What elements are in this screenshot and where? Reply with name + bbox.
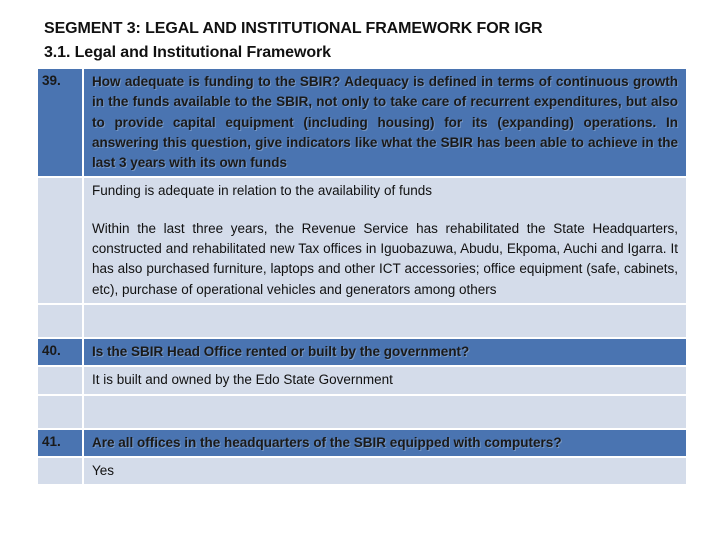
answer-number-cell — [38, 367, 82, 393]
answer-cell — [82, 367, 686, 393]
answer-cell — [82, 458, 686, 484]
question-number: 39. — [38, 69, 82, 176]
question-text: Is the SBIR Head Office rented or built by the government? — [82, 339, 686, 365]
answer-row-41 — [38, 458, 686, 484]
question-row-39 — [38, 69, 686, 176]
answer-paragraph: It is built and owned by the Edo State Government — [92, 372, 393, 388]
questions-table — [38, 67, 686, 486]
answer-cell — [82, 178, 686, 302]
question-number: 40. — [38, 339, 82, 365]
answer-paragraph: Within the last three years, the Revenue Service has rehabilitated the State Headquarters, constructed and rehabilitated new Tax offices in Iguobazuwa, Abudu, Ekpoma, Auchi and Igarra. It has also purchased furniture, laptops and other ICT accessories; office equipment (safe, cabinets, etc), purchase of operational vehicles and generators among others — [92, 220, 678, 297]
question-text: Are all offices in the headquarters of the SBIR equipped with computers? — [82, 430, 686, 456]
answer-row-39 — [38, 178, 686, 302]
question-row-40 — [38, 339, 686, 365]
question-text: How adequate is funding to the SBIR? Adequacy is defined in terms of continuous growth in the funds available to the SBIR, not only to take care of recurrent expenditures, but also to provide capital equipment (including housing) for its (expanding) operations. In answering this question, give indicators like what the SBIR has been able to achieve in the last 3 years with its own funds — [82, 69, 686, 176]
segment-title: SEGMENT 3: LEGAL AND INSTITUTIONAL FRAMEWORK FOR IGR — [44, 20, 543, 37]
section-title: 3.1. Legal and Institutional Framework — [44, 44, 331, 61]
answer-row-40 — [38, 367, 686, 393]
spacer-row — [38, 396, 686, 428]
question-number: 41. — [38, 430, 82, 456]
answer-number-cell — [38, 178, 82, 302]
question-row-41 — [38, 430, 686, 456]
answer-number-cell — [38, 458, 82, 484]
answer-paragraph: Funding is adequate in relation to the availability of funds — [92, 183, 432, 199]
spacer-row — [38, 305, 686, 337]
answer-paragraph: Yes — [92, 462, 115, 478]
